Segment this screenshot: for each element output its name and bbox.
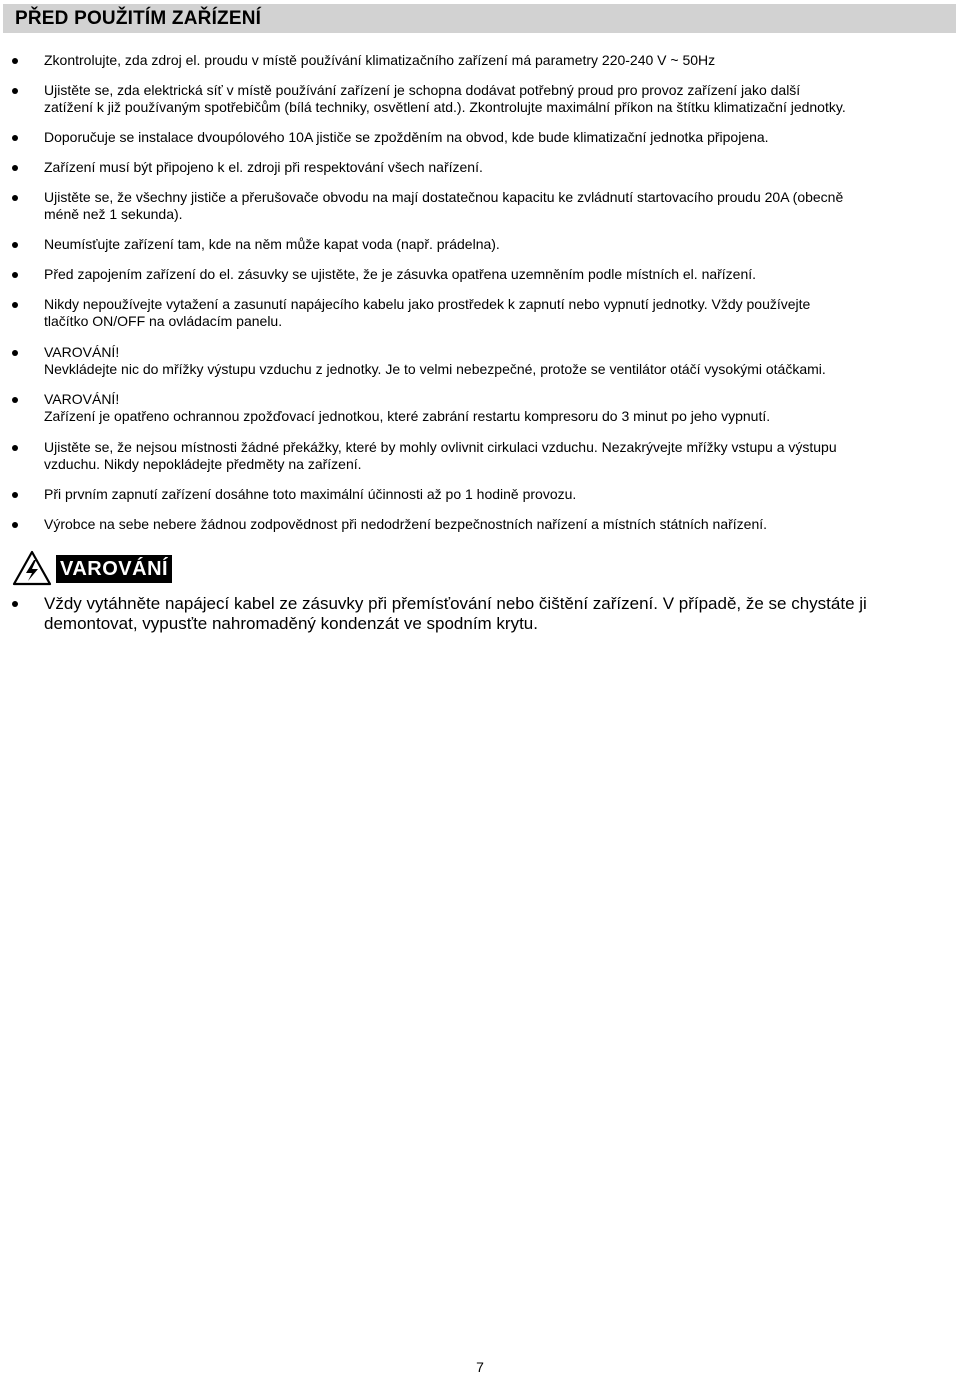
item-text: Výrobce na sebe nebere žádnou zodpovědnost při nedodržení bezpečnostních nařízení a místních státních nařízení. [44,516,768,532]
item-text: Ujistěte se, že všechny jističe a přerušovače obvodu na mají dostatečnou kapacitu ke zvládnutí startovacího proudu 20A (obecně [44,189,844,205]
bullet-icon [12,242,18,248]
bullet-icon [12,522,18,528]
item-text: Ujistěte se, že nejsou místnosti žádné překážky, které by mohly ovlivnit cirkulaci vzduchu. Nezakrývejte mřížky vstupu a výstupu [44,439,837,455]
bullet-icon [12,445,18,451]
list-item [44,439,948,473]
item-text: VAROVÁNÍ! [44,344,120,360]
warning-heading [12,550,212,590]
item-text: Zkontrolujte, zda zdroj el. proudu v místě používání klimatizačního zařízení má parametry 220-240 V ~ 50Hz [44,52,716,68]
list-item [44,236,948,253]
item-text: vzduchu. Nikdy nepokládejte předměty na zařízení. [44,456,362,472]
list-item [44,266,948,283]
item-text: Nevkládejte nic do mřížky výstupu vzduchu z jednotky. Je to velmi nebezpečné, protože se ventilátor otáčí vysokými otáčkami. [44,361,826,377]
list-item [44,344,948,378]
electric-hazard-icon [12,550,52,586]
item-text: VAROVÁNÍ! [44,391,120,407]
warning-item [44,594,948,634]
bullet-icon [12,601,18,607]
bullet-icon [12,88,18,94]
list-item [44,159,948,176]
list-item [44,129,948,146]
bullet-icon [12,165,18,171]
bullet-icon [12,135,18,141]
item-text: Neumísťujte zařízení tam, kde na něm může kapat voda (např. prádelna). [44,236,500,252]
list-item [44,82,948,116]
bullet-icon [12,397,18,403]
item-text: tlačítko ON/OFF na ovládacím panelu. [44,313,283,329]
item-text: Před zapojením zařízení do el. zásuvky se ujistěte, že je zásuvka opatřena uzemněním podle místních el. nařízení. [44,266,757,282]
warning-text: demontovat, vypusťte nahromaděný kondenzát ve spodním krytu. [44,614,538,633]
item-text: Při prvním zapnutí zařízení dosáhne toto maximální účinnosti až po 1 hodině provozu. [44,486,577,502]
list-item [44,52,948,69]
item-text: méně než 1 sekunda). [44,206,183,222]
item-text: Nikdy nepoužívejte vytažení a zasunutí napájecího kabelu jako prostředek k zapnutí nebo vypnutí jednotky. Vždy používejte [44,296,811,312]
item-text: Zařízení je opatřeno ochrannou zpožďovací jednotkou, které zabrání restartu kompresoru do 3 minut po jeho vypnutí. [44,408,771,424]
bullet-icon [12,492,18,498]
warning-text: Vždy vytáhněte napájecí kabel ze zásuvky při přemísťování nebo čištění zařízení. V případě, že se chystáte ji [44,594,867,613]
page-title: PŘED POUŽITÍM ZAŘÍZENÍ [3,4,956,33]
item-text: Ujistěte se, zda elektrická síť v místě používání zařízení je schopna dodávat potřebný proud pro provoz zařízení jako další [44,82,801,98]
item-text: Doporučuje se instalace dvoupólového 10A jističe se zpožděním na obvod, kde bude klimatizační jednotka připojena. [44,129,769,145]
item-text: zatížení k již používaným spotřebičům (bílá techniky, osvětlení atd.). Zkontrolujte maximální příkon na štítku klimatizační jednotky. [44,99,846,115]
bullet-icon [12,350,18,356]
item-text: Zařízení musí být připojeno k el. zdroji při respektování všech nařízení. [44,159,483,175]
list-item [44,486,948,503]
bullet-icon [12,272,18,278]
bullet-icon [12,58,18,64]
list-item [44,296,948,330]
list-item [44,391,948,425]
bullet-icon [12,302,18,308]
page-number: 7 [476,1359,484,1375]
list-item [44,189,948,223]
bullet-icon [12,195,18,201]
warning-label: VAROVÁNÍ [56,555,172,583]
list-item [44,516,948,533]
